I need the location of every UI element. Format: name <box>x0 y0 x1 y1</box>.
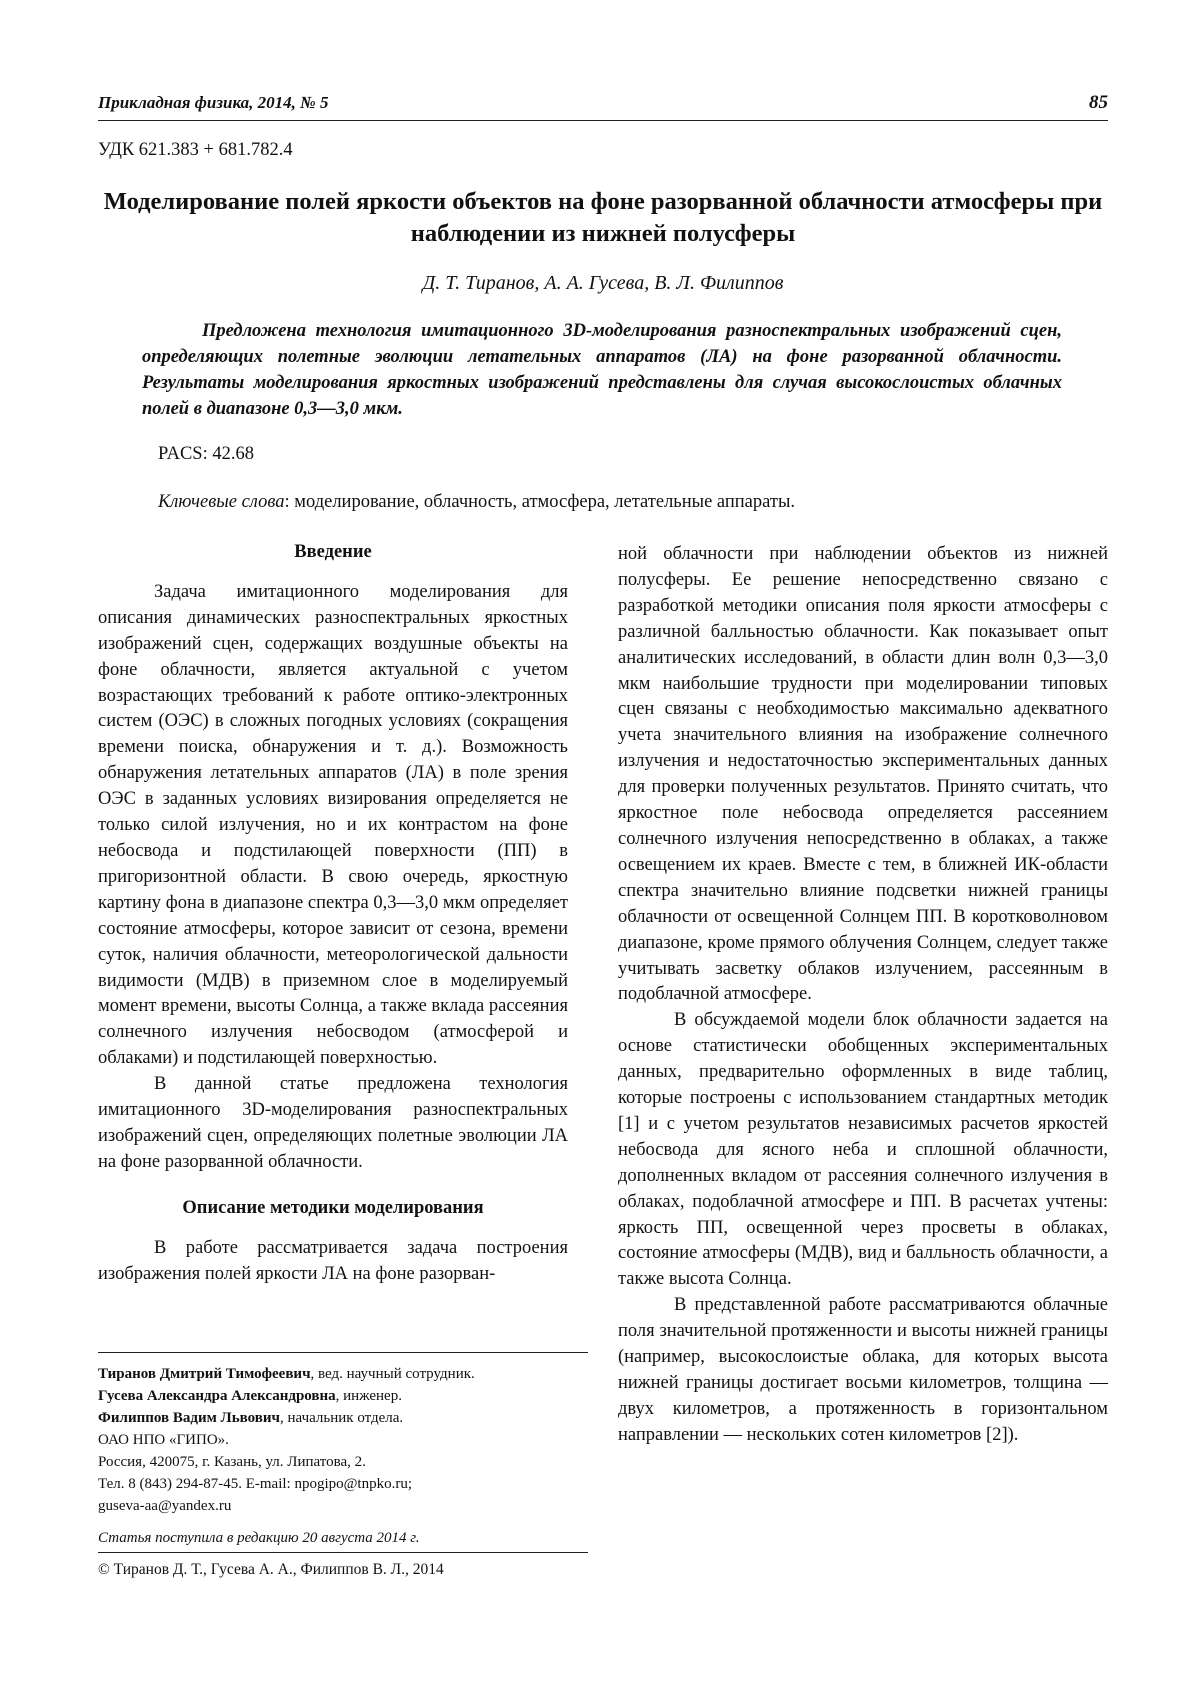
received-date: Статья поступила в редакцию 20 августа 2014 г. <box>98 1530 420 1546</box>
author-name-3: Филиппов Вадим Львович <box>98 1410 280 1426</box>
section-heading-method: Описание методики моделирования <box>182 1197 484 1218</box>
page-number: 85 <box>1089 92 1108 113</box>
right-column <box>618 542 1108 1449</box>
udc-code: УДК 621.383 + 681.782.4 <box>98 140 293 160</box>
intro-paragraph-2: В данной статье предложена технология имитационного 3D-моделирования разноспектральных изображений сцен, определяющих полетные эволюции ЛА на фоне разорванной облачности. <box>98 1074 568 1172</box>
author-affiliation-1 <box>98 1363 588 1385</box>
paper-title: Моделирование полей яркости объектов на фоне разорванной облачности атмосферы при наблюдении из нижней полусферы <box>103 188 1103 247</box>
left-column <box>98 540 568 1287</box>
keywords-text: : моделирование, облачность, атмосфера, летательные аппараты. <box>284 492 796 512</box>
author-name-1: Тиранов Дмитрий Тимофеевич <box>98 1366 311 1382</box>
abstract: Предложена технология имитационного 3D-моделирования разноспектральных изображений сцен, определяющих полетные эволюции летательных аппаратов (ЛА) на фоне разорванной облачности. Результаты моделирования яркостных изображений представлены для случая высокослоистых облачных полей в диапазоне 0,3—3,0 мкм. <box>142 321 1062 419</box>
section-heading-intro: Введение <box>294 542 372 562</box>
author-footnote <box>98 1352 588 1549</box>
method-paragraph-3: В представленной работе рассматриваются облачные поля значительной протяженности и высоты нижней границы (например, высокослоистые облака, для которых высота нижней границы достигает восьми километров, толщина — двух километров, а протяженность в горизонтальном направлении — нескольких сотен километров [2]). <box>618 1295 1108 1445</box>
journal-citation: Прикладная физика, 2014, № 5 <box>98 93 329 112</box>
address: Россия, 420075, г. Казань, ул. Липатова, 2. <box>98 1454 366 1470</box>
method-paragraph-1: В работе рассматривается задача построения изображения полей яркости ЛА на фоне разорван- <box>98 1237 568 1284</box>
author-affiliation-3 <box>98 1407 588 1429</box>
intro-paragraph-1: Задача имитационного моделирования для описания динамических разноспектральных яркостных изображений сцен, содержащих воздушные объекты на фоне облачности, является актуальной с учетом возрастающих требований к работе оптико-электронных систем (ОЭС) в сложных погодных условиях (сокращения времени поиска, обнаружения и т. д.). Возможность обнаружения летательных аппаратов (ЛА) в поле зрения ОЭС в заданных условиях визирования определяется не только силой излучения, но и их контрастом на фоне небосвода и подстилающей поверхности (ПП) в пригоризонтной области. В свою очередь, яркостную картину фона в диапазоне спектра 0,3—3,0 мкм определяет состояние атмосферы, которое зависит от сезона, времени суток, наличия облачности, метеорологической дальности видимости (МДВ) в приземном слое в моделируемый момент времени, высоты Солнца, а также вклада рассеяния солнечного излучения небосводом (атмосферой и облаками) и подстилающей поверхностью. <box>98 581 568 1069</box>
running-header <box>98 92 1108 121</box>
contact-email-2: guseva-aa@yandex.ru <box>98 1498 232 1514</box>
author-role-3: , начальник отдела. <box>280 1410 404 1426</box>
organization: ОАО НПО «ГИПО». <box>98 1432 229 1448</box>
copyright-notice: © Тиранов Д. Т., Гусева А. А., Филиппов В. Л., 2014 <box>98 1552 588 1579</box>
method-paragraph-2: В обсуждаемой модели блок облачности задается на основе статистически обобщенных экспериментальных данных, предварительно оформленных в виде таблиц, которые построены с использованием стандартных методик [1] и с учетом результатов независимых расчетов яркостей небосвода для ясного неба и сплошной облачности, дополненных вкладом от рассеяния солнечного излучения в облаках, подоблачной атмосфере и ПП. В расчетах учтены: яркость ПП, освещенной через просветы в облаках, состояние атмосферы (МДВ), вид и балльность облачности, а также высота Солнца. <box>618 1010 1108 1290</box>
author-list: Д. Т. Тиранов, А. А. Гусева, В. Л. Филиппов <box>422 272 784 294</box>
keywords-label: Ключевые слова <box>158 492 285 512</box>
pacs-code: PACS: 42.68 <box>158 444 254 464</box>
author-role-1: , вед. научный сотрудник. <box>310 1366 475 1382</box>
author-name-2: Гусева Александра Александровна <box>98 1388 336 1404</box>
keywords <box>158 492 795 513</box>
contact-phone-email: Тел. 8 (843) 294-87-45. E-mail: npogipo@tnpko.ru; <box>98 1476 413 1492</box>
author-affiliation-2 <box>98 1385 588 1407</box>
method-paragraph-continued: ной облачности при наблюдении объектов из нижней полусферы. Ее решение непосредственно связано с разработкой методики описания поля яркости атмосферы с различной балльностью облачности. Как показывает опыт аналитических исследований, в области длин волн 0,3—3,0 мкм наибольшие трудности при моделировании типовых сцен связаны с необходимостью максимально адекватного учета значительного влияния на изображение солнечного излучения и недостаточностью экспериментальных данных для проверки полученных результатов. Принято считать, что яркостное поле небосвода определяется рассеянием солнечного излучения непосредственно в облаках, а также освещением их краев. Вместе с тем, в ближней ИК-области спектра значительно влияние подсветки нижней границы облачности от освещенной Солнцем ПП. В коротковолновом диапазоне, кроме прямого облучения Солнцем, следует также учитывать засветку облаков излучением, рассеянным в подоблачной атмосфере. <box>618 544 1108 1005</box>
author-role-2: , инженер. <box>335 1388 402 1404</box>
